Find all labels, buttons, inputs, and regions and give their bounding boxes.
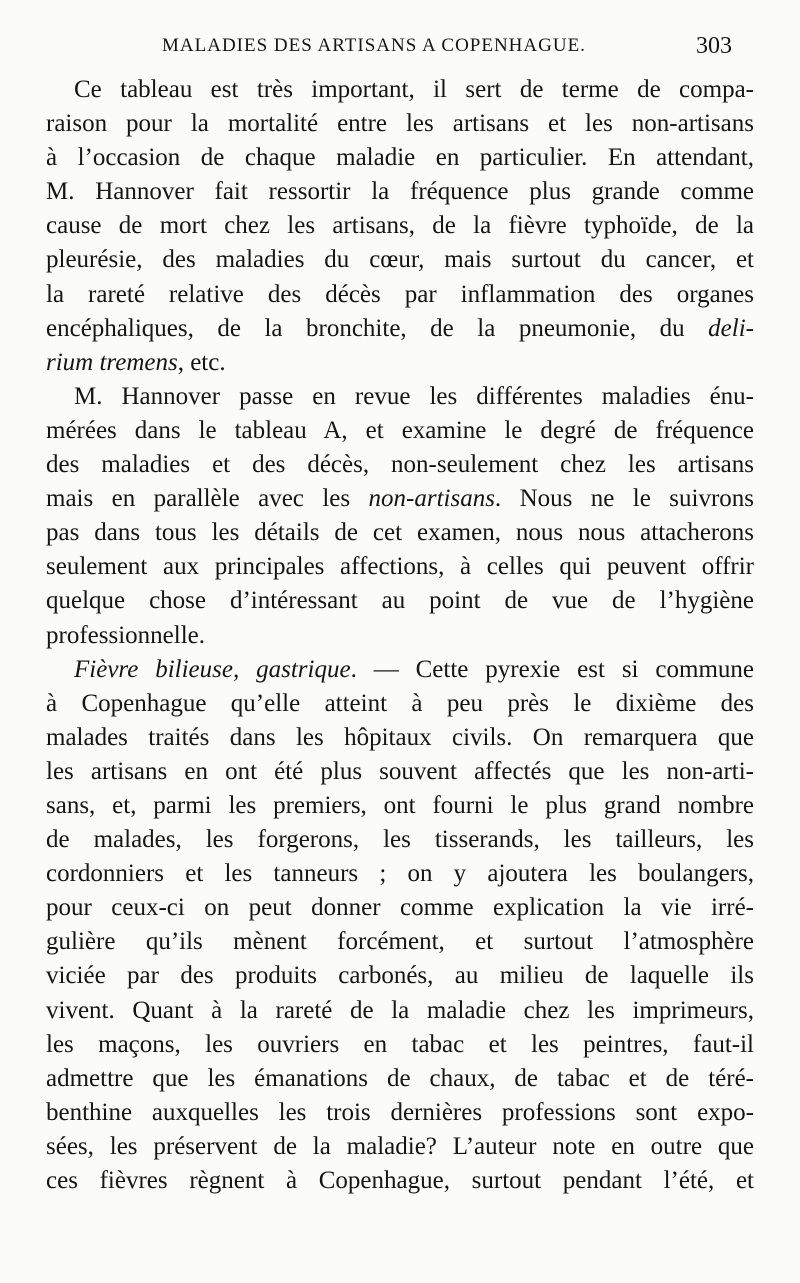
text-line: vivent. Quant à la rareté de la maladie chez les imprimeurs, [46,996,754,1024]
body-text [46,73,754,1198]
paragraph [46,653,754,1199]
text-segment: mais en parallèle avec les [46,485,369,513]
text-line: raison pour la mortalité entre les artisans et les non-artisans [46,110,754,138]
text-line: à Copenhague qu’elle atteint à peu près le dixième des [46,689,754,717]
italic-segment: rium tremens [46,348,178,376]
text-segment: . — Cette pyrexie est si commune [350,655,754,683]
text-line: admettre que les émanations de chaux, de tabac et de téré- [46,1064,754,1092]
italic-segment: non-artisans [368,485,495,513]
page-number: 303 [696,33,732,59]
text-line: gulière qu’ils mènent forcément, et surtout l’atmosphère [46,928,754,956]
text-line: mérées dans le tableau A, et examine le degré de fréquence [46,416,754,444]
italic-segment: deli- [708,314,754,342]
text-line: pas dans tous les détails de cet examen, nous nous attacherons [46,519,754,547]
text-line [46,482,754,516]
text-segment: , etc. [177,348,226,376]
text-line: professionnelle. [46,621,205,649]
text-line [46,346,754,380]
text-line: des maladies et des décès, non-seulement chez les artisans [46,451,754,479]
text-line [46,312,754,346]
text-line: les artisans en ont été plus souvent affectés que les non-arti- [46,757,754,785]
text-line: pour ceux-ci on peut donner comme explication la vie irré- [46,894,754,922]
text-line: M. Hannover fait ressortir la fréquence plus grande comme [46,178,754,206]
text-line [46,653,754,687]
text-line: sées, les préservent de la maladie? L’auteur note en outre que [46,1132,754,1160]
text-line: quelque chose d’intéressant au point de vue de l’hygiène [46,587,754,615]
text-line: pleurésie, des maladies du cœur, mais surtout du cancer, et [46,246,754,274]
text-line: benthine auxquelles les trois dernières professions sont expo- [46,1098,754,1126]
italic-segment: Fièvre bilieuse, gastrique [74,655,351,683]
text-line: à l’occasion de chaque maladie en particulier. En attendant, [46,144,754,172]
page-header [162,33,732,63]
paragraph [46,73,754,380]
paragraph [46,380,754,653]
running-title: MALADIES DES ARTISANS A COPENHAGUE. [162,35,586,56]
text-line: ces fièvres règnent à Copenhague, surtout pendant l’été, et [46,1167,754,1194]
text-line: les maçons, les ouvriers en tabac et les peintres, faut-il [46,1030,754,1058]
text-segment: . Nous ne le suivrons [494,485,754,513]
text-line: la rareté relative des décès par inflammation des organes [46,280,754,308]
text-line: seulement aux principales affections, à celles qui peuvent offrir [46,553,754,581]
text-line: sans, et, parmi les premiers, ont fourni le plus grand nombre [46,791,754,819]
text-line: Ce tableau est très important, il sert de terme de compa- [74,76,754,103]
text-line: M. Hannover passe en revue les différentes maladies énu- [74,382,754,410]
text-line: de malades, les forgerons, les tisserands, les tailleurs, les [46,826,754,854]
text-line: cause de mort chez les artisans, de la fièvre typhoïde, de la [46,212,754,240]
text-line: malades traités dans les hôpitaux civils. On remarquera que [46,723,754,751]
text-line: cordonniers et les tanneurs ; on y ajoutera les boulangers, [46,860,754,888]
text-line: viciée par des produits carbonés, au milieu de laquelle ils [46,962,754,990]
text-segment: encéphaliques, de la bronchite, de la pneumonie, du [46,314,709,342]
